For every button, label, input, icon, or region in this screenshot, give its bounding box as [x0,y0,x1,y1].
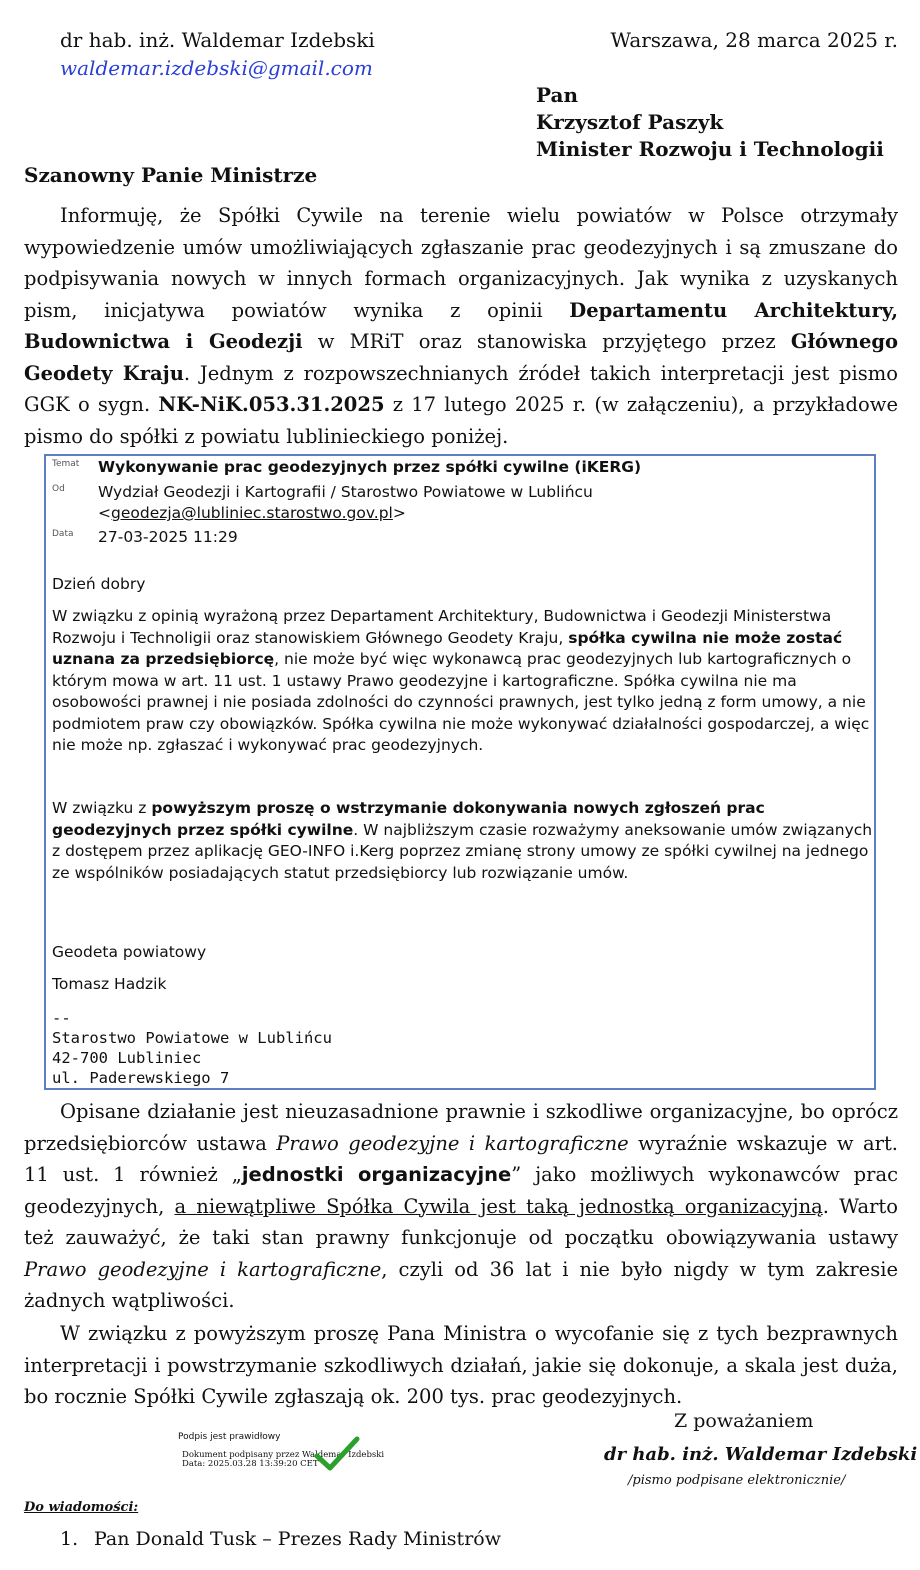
paragraph-request [24,1318,898,1413]
paragraph-argument [24,1096,898,1317]
text: . Warto też zauważyć, że taki stan prawny funkcjonuje od początku obowiązywania ustawy [24,1194,898,1249]
email-signature-separator: -- [52,1009,71,1027]
cc-item-number: 1. [60,1528,79,1550]
email-greeting: Dzień dobry [52,575,146,593]
email-sign-title: Geodeta powiatowy [52,943,207,961]
closing-note: /pismo podpisane elektronicznie/ [628,1473,846,1488]
email-date-label: Data [52,529,74,539]
addressee-line: Pan [536,83,579,107]
place-date: Warszawa, 28 marca 2025 r. [610,28,898,52]
text: W związku z opinią wyrażoną przez Departament Architektury, Budownictwa i Geodezji Ministerstwa Rozwoju i Technoligii oraz stanowiskiem Głównego Geodety Kraju, [52,607,832,647]
email-subject: Wykonywanie prac geodezyjnych przez spółki cywilne (iKERG) [98,458,642,476]
bold-text: spółka cywilna nie może zostać uznana za przedsiębiorcę [52,628,843,668]
text: W związku z [52,799,152,817]
email-signature-line: ul. Paderewskiego 7 [52,1069,230,1087]
email-date: 27-03-2025 11:29 [98,528,238,546]
email-address-link[interactable]: geodezja@lubliniec.starostwo.gov.pl [111,504,393,522]
italic-text: Prawo geodezyjne i kartograficzne [24,1257,382,1281]
bold-text: powyższym proszę o wstrzymanie dokonywania nowych zgłoszeń prac geodezyjnych przez spółki cywilne [52,799,765,839]
email-sign-name: Tomasz Hadzik [52,975,167,993]
bold-text: Głównego Geodety Kraju [24,330,898,385]
embedded-email [44,454,876,1090]
email-subject-label: Temat [52,459,80,469]
salutation: Szanowny Panie Ministrze [24,163,318,187]
paragraph-intro [24,200,898,452]
cc-list-item [60,1528,501,1550]
text: . W najbliższym czasie rozważymy aneksowanie umów związanych z dostępem przez aplikację GEO-INFO i.Kerg poprzez zmianę strony umowy ze spółki cywilnej na jednego ze wspólników posiadających statut przedsiębiorcy lub rozwiązanie umów. [52,820,873,882]
addressee-block [536,82,884,163]
bold-text: NK-NiK.053.31.2025 [158,393,385,416]
addressee-line: Minister Rozwoju i Technologii [536,137,884,161]
bold-text: jednostki organizacyjne [241,1163,512,1186]
email-body-paragraph [52,606,874,757]
email-from-label: Od [52,484,65,494]
email-body-paragraph [52,798,874,884]
electronic-signature-stamp [178,1432,408,1478]
italic-text: Prawo geodezyjne i kartograficzne [276,1131,629,1155]
sender-email-link[interactable]: waldemar.izdebski@gmail.com [60,56,373,80]
bold-text: Departamentu Architektury, Budownictwa i Geodezji [24,298,898,353]
email-signature-line: 42-700 Lubliniec [52,1049,202,1067]
signature-valid-label: Podpis jest prawidłowy [178,1432,281,1442]
text: > [392,504,406,522]
text: Opisane działanie jest nieuzasadnione prawnie i szkodliwe organizacyjne, bo oprócz przedsiębiorców ustawa [24,1100,898,1155]
text: W związku z powyższym proszę Pana Ministra o wycofanie się z tych bezprawnych interpretacji i powstrzymanie szkodliwych działań, jakie się dokonuje, a skala jest duża, bo rocznie Spółki Cywile zgłaszają ok. 200 tys. prac geodezyjnych. [24,1322,898,1408]
text: w MRiT oraz stanowiska przyjętego przez [302,330,791,353]
text: wyraźnie wskazuje w art. 11 ust. 1 również „ [24,1131,899,1186]
text: , czyli od 36 lat i nie było nigdy w tym zakresie żadnych wątpliwości. [24,1257,898,1312]
underlined-text: a niewątpliwe Spółka Cywila jest taką jednostką organizacyjną [174,1194,823,1218]
email-from: Wydział Geodezji i Kartografii / Starostwo Powiatowe w Lublińcu [98,483,593,501]
text: Informuję, że Spółki Cywile na terenie wielu powiatów w Polsce otrzymały wypowiedzenie umów umożliwiających zgłaszanie prac geodezyjnych i są zmuszane do podpisywania nowych w innych formach organizacyjnych. Jak wynika z uzyskanych pism, inicjatywa powiatów wynika z opinii [24,204,898,322]
signature-signed-by: Dokument podpisany przez Waldemar Izdebski [182,1450,385,1460]
signature-date: Data: 2025.03.28 13:39:20 CET [182,1459,319,1469]
closing-regards: Z poważaniem [674,1410,814,1432]
checkmark-icon [314,1436,360,1472]
text: ” jako możliwych wykonawców prac geodezyjnych, [24,1163,899,1218]
addressee-line: Krzysztof Paszyk [536,110,724,134]
cc-label: Do wiadomości: [24,1500,139,1515]
email-signature-line: Starostwo Powiatowe w Lublińcu [52,1029,332,1047]
text: . Jednym z rozpowszechnianych źródeł takich interpretacji jest pismo GGK o sygn. [24,361,899,416]
text: z 17 lutego 2025 r. (w załączeniu), a przykładowe pismo do spółki z powiatu lublinieckiego poniżej. [24,393,898,448]
text: < [98,504,111,522]
sender-name: dr hab. inż. Waldemar Izdebski [60,28,375,52]
email-from-address [98,504,406,522]
text: , nie może być więc wykonawcą prac geodezyjnych lub kartograficznych o którym mowa w art. 11 ust. 1 ustawy Prawo geodezyjne i kartograficzne. Spółka cywilna nie ma osobowości prawnej i nie posiada zdolności do czynności prawnych, jest tylko jedną z form umowy, a nie podmiotem praw czy obowiązków. Spółka cywilna nie może wykonywać działalności gospodarczej, a więc nie może np. zgłaszać i wykonywać prac geodezyjnych. [52,650,870,754]
closing-signature-name: dr hab. inż. Waldemar Izdebski [604,1444,918,1465]
cc-item-text: Pan Donald Tusk – Prezes Rady Ministrów [94,1528,501,1550]
